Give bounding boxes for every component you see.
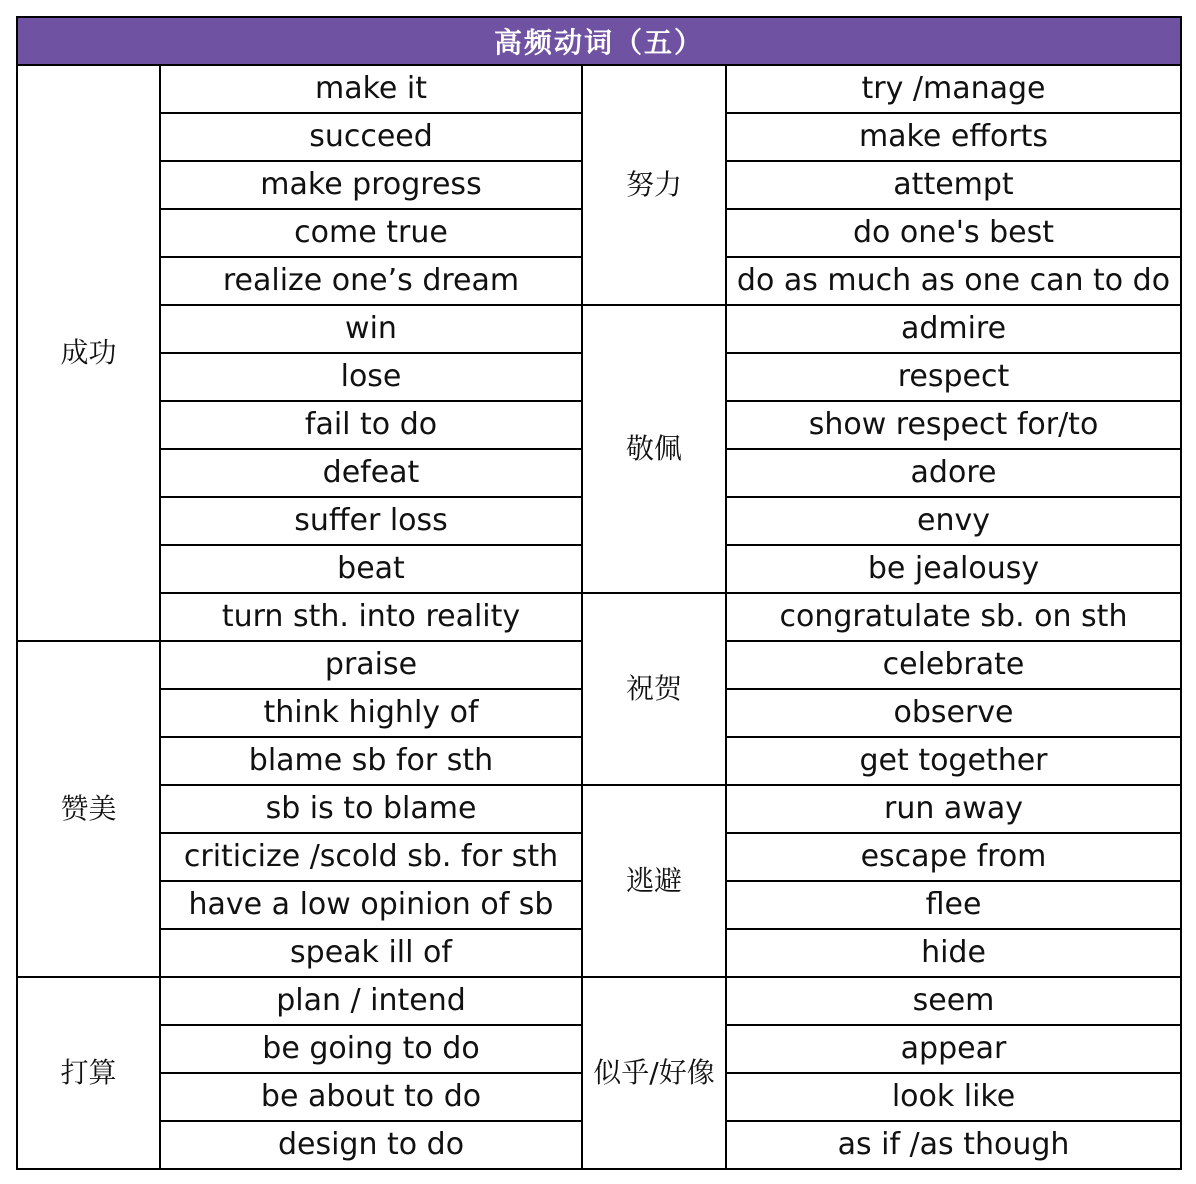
phrase-cell: attempt bbox=[726, 161, 1181, 209]
phrase-cell: turn sth. into reality bbox=[160, 593, 582, 641]
phrase-cell: come true bbox=[160, 209, 582, 257]
phrase-cell: be going to do bbox=[160, 1025, 582, 1073]
table-title: 高频动词（五） bbox=[17, 17, 1181, 65]
phrase-cell: praise bbox=[160, 641, 582, 689]
phrase-cell: congratulate sb. on sth bbox=[726, 593, 1181, 641]
phrase-cell: lose bbox=[160, 353, 582, 401]
phrase-cell: get together bbox=[726, 737, 1181, 785]
phrase-cell: seem bbox=[726, 977, 1181, 1025]
table-row bbox=[17, 65, 1181, 113]
phrase-cell: blame sb for sth bbox=[160, 737, 582, 785]
phrase-cell: observe bbox=[726, 689, 1181, 737]
phrase-cell: think highly of bbox=[160, 689, 582, 737]
phrase-cell: realize one’s dream bbox=[160, 257, 582, 305]
phrase-cell: speak ill of bbox=[160, 929, 582, 977]
phrase-cell: run away bbox=[726, 785, 1181, 833]
phrase-cell: defeat bbox=[160, 449, 582, 497]
phrase-cell: suffer loss bbox=[160, 497, 582, 545]
category-right: 敬佩 bbox=[582, 305, 726, 593]
table-row bbox=[17, 593, 1181, 641]
phrase-cell: design to do bbox=[160, 1121, 582, 1169]
phrase-cell: flee bbox=[726, 881, 1181, 929]
phrase-cell: have a low opinion of sb bbox=[160, 881, 582, 929]
category-right: 祝贺 bbox=[582, 593, 726, 785]
phrase-cell: show respect for/to bbox=[726, 401, 1181, 449]
phrase-cell: celebrate bbox=[726, 641, 1181, 689]
header-row bbox=[17, 17, 1181, 65]
table-body bbox=[17, 65, 1181, 1169]
vocab-table bbox=[16, 16, 1182, 1170]
phrase-cell: plan / intend bbox=[160, 977, 582, 1025]
phrase-cell: adore bbox=[726, 449, 1181, 497]
phrase-cell: hide bbox=[726, 929, 1181, 977]
phrase-cell: as if /as though bbox=[726, 1121, 1181, 1169]
phrase-cell: be about to do bbox=[160, 1073, 582, 1121]
phrase-cell: criticize /scold sb. for sth bbox=[160, 833, 582, 881]
table-row bbox=[17, 785, 1181, 833]
phrase-cell: succeed bbox=[160, 113, 582, 161]
table-row bbox=[17, 977, 1181, 1025]
category-left: 成功 bbox=[17, 65, 160, 641]
phrase-cell: escape from bbox=[726, 833, 1181, 881]
category-left: 打算 bbox=[17, 977, 160, 1169]
phrase-cell: try /manage bbox=[726, 65, 1181, 113]
table-row bbox=[17, 305, 1181, 353]
phrase-cell: look like bbox=[726, 1073, 1181, 1121]
phrase-cell: admire bbox=[726, 305, 1181, 353]
phrase-cell: win bbox=[160, 305, 582, 353]
phrase-cell: respect bbox=[726, 353, 1181, 401]
phrase-cell: do one's best bbox=[726, 209, 1181, 257]
phrase-cell: envy bbox=[726, 497, 1181, 545]
phrase-cell: make efforts bbox=[726, 113, 1181, 161]
phrase-cell: be jealousy bbox=[726, 545, 1181, 593]
phrase-cell: beat bbox=[160, 545, 582, 593]
phrase-cell: fail to do bbox=[160, 401, 582, 449]
phrase-cell: appear bbox=[726, 1025, 1181, 1073]
category-right: 努力 bbox=[582, 65, 726, 305]
phrase-cell: do as much as one can to do bbox=[726, 257, 1181, 305]
phrase-cell: make it bbox=[160, 65, 582, 113]
phrase-cell: make progress bbox=[160, 161, 582, 209]
category-left: 赞美 bbox=[17, 641, 160, 977]
phrase-cell: sb is to blame bbox=[160, 785, 582, 833]
category-right: 逃避 bbox=[582, 785, 726, 977]
category-right: 似乎/好像 bbox=[582, 977, 726, 1169]
